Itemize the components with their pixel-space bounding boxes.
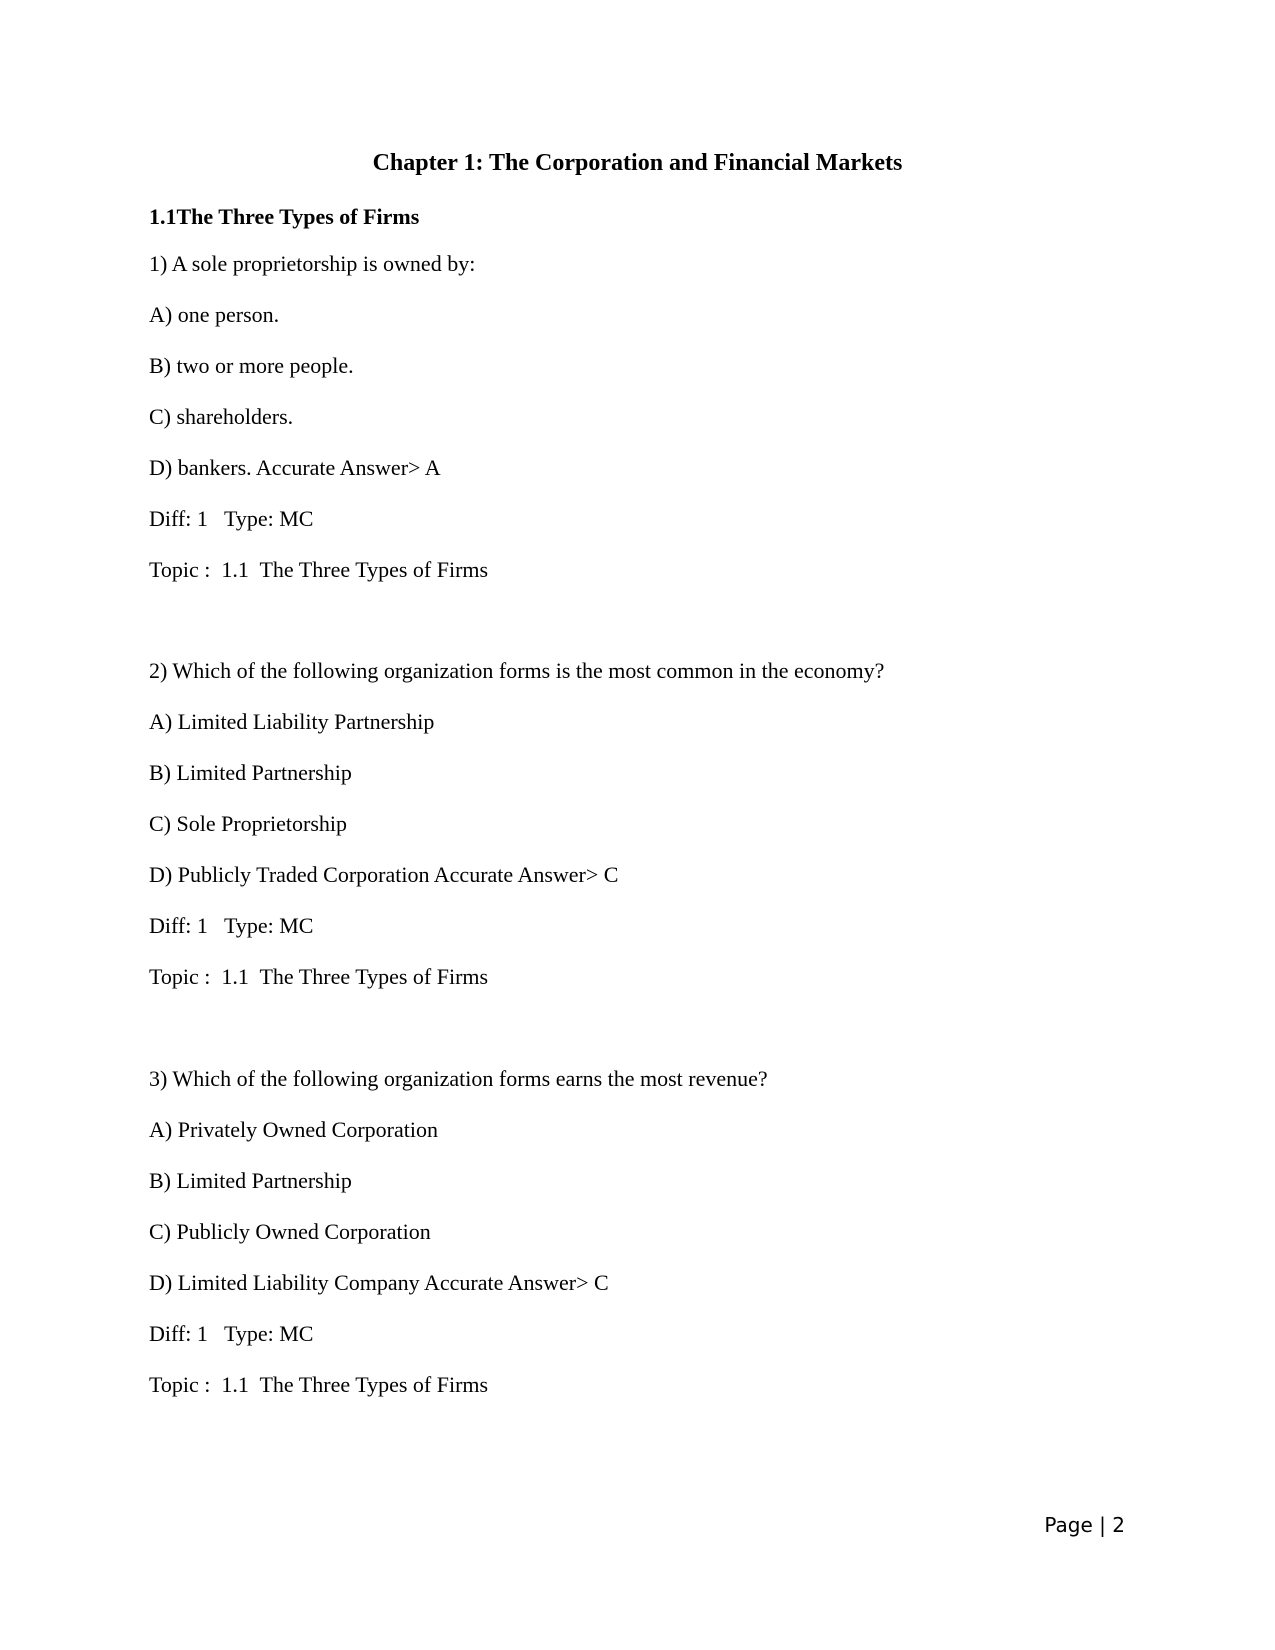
answer-option-d: D) Publicly Traded Corporation Accurate Answer> C	[149, 862, 619, 887]
answer-option-d: D) bankers. Accurate Answer> A	[149, 455, 441, 480]
section-heading: 1.1The Three Types of Firms	[149, 204, 420, 229]
question-meta: Diff: 1 Type: MC	[149, 913, 314, 938]
answer-option-c: C) Sole Proprietorship	[149, 811, 347, 836]
chapter-title: Chapter 1: The Corporation and Financial Markets	[372, 150, 903, 176]
question-topic: Topic : 1.1 The Three Types of Firms	[149, 557, 489, 582]
answer-option-b: B) two or more people.	[149, 353, 354, 378]
question-stem: 2) Which of the following organization forms is the most common in the economy?	[149, 658, 885, 683]
answer-option-a: A) one person.	[149, 302, 280, 327]
question-3	[149, 1065, 1149, 1422]
question-meta: Diff: 1 Type: MC	[149, 1321, 314, 1346]
question-topic: Topic : 1.1 The Three Types of Firms	[149, 964, 489, 989]
answer-option-b: B) Limited Partnership	[149, 1168, 352, 1193]
answer-option-a: A) Privately Owned Corporation	[149, 1117, 438, 1142]
question-1	[149, 250, 1149, 607]
answer-option-d: D) Limited Liability Company Accurate Answer> C	[149, 1270, 609, 1295]
question-topic: Topic : 1.1 The Three Types of Firms	[149, 1372, 489, 1397]
question-2	[149, 657, 1149, 1014]
page-number-footer: Page | 2	[1044, 1513, 1125, 1537]
answer-option-c: C) Publicly Owned Corporation	[149, 1219, 431, 1244]
question-stem: 1) A sole proprietorship is owned by:	[149, 251, 476, 276]
answer-option-b: B) Limited Partnership	[149, 760, 352, 785]
answer-option-c: C) shareholders.	[149, 404, 294, 429]
answer-option-a: A) Limited Liability Partnership	[149, 709, 435, 734]
question-meta: Diff: 1 Type: MC	[149, 506, 314, 531]
question-stem: 3) Which of the following organization forms earns the most revenue?	[149, 1066, 768, 1091]
